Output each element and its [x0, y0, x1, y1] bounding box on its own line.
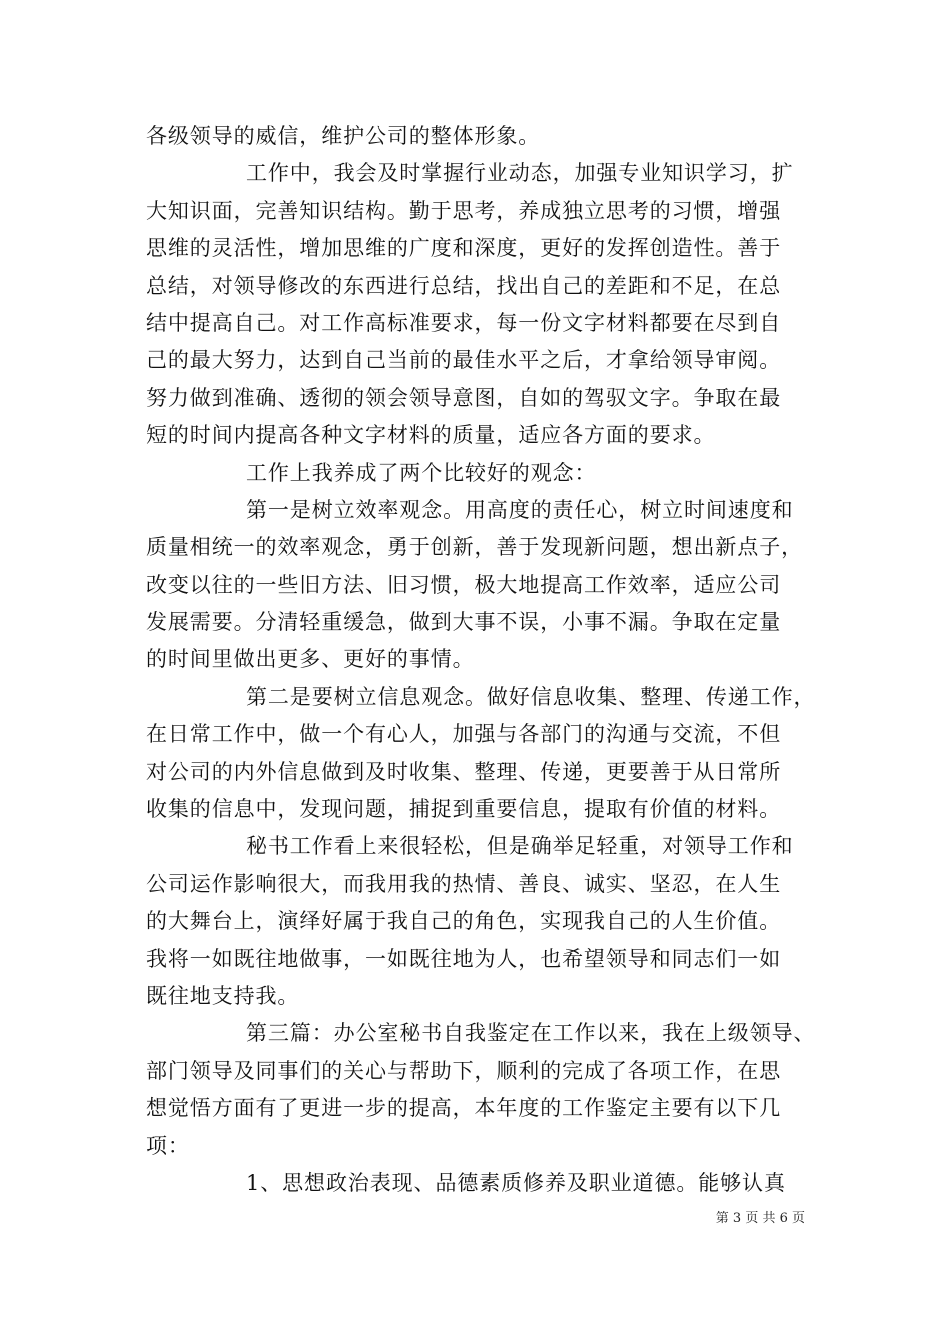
text-line: 部门领导及同事们的关心与帮助下，顺利的完成了各项工作，在思	[146, 1058, 782, 1083]
text-line: 的时间里做出更多、更好的事情。	[146, 647, 475, 672]
text-line: 在日常工作中，做一个有心人，加强与各部门的沟通与交流，不但	[146, 722, 782, 747]
text-line: 结中提高自己。对工作高标准要求，每一份文字材料都要在尽到自	[146, 310, 782, 335]
text-line: 既往地支持我。	[146, 983, 300, 1008]
text-line: 1、思想政治表现、品德素质修养及职业道德。能够认真	[246, 1170, 786, 1195]
text-line: 公司运作影响很大，而我用我的热情、善良、诚实、坚忍，在人生	[146, 871, 782, 896]
text-line: 发展需要。分清轻重缓急，做到大事不误，小事不漏。争取在定量	[146, 610, 782, 635]
text-line: 对公司的内外信息做到及时收集、整理、传递，更要善于从日常所	[146, 759, 782, 784]
text-line: 质量相统一的效率观念，勇于创新，善于发现新问题，想出新点子，	[146, 535, 803, 560]
document-body	[146, 118, 816, 1202]
text-line: 工作上我养成了两个比较好的观念：	[246, 460, 597, 485]
text-line: 第三篇：办公室秘书自我鉴定在工作以来，我在上级领导、	[246, 1021, 816, 1046]
text-line: 我将一如既往地做事，一如既往地为人，也希望领导和同志们一如	[146, 946, 782, 971]
text-line: 工作中，我会及时掌握行业动态，加强专业知识学习，扩	[246, 161, 794, 186]
text-line: 的大舞台上，演绎好属于我自己的角色，实现我自己的人生价值。	[146, 909, 782, 934]
text-line: 总结，对领导修改的东西进行总结，找出自己的差距和不足，在总	[146, 273, 782, 298]
text-line: 短的时间内提高各种文字材料的质量，适应各方面的要求。	[146, 423, 716, 448]
text-line: 项：	[146, 1133, 190, 1158]
text-line: 大知识面，完善知识结构。勤于思考，养成独立思考的习惯，增强	[146, 198, 782, 223]
text-line: 第二是要树立信息观念。做好信息收集、整理、传递工作，	[246, 684, 816, 709]
text-line: 各级领导的威信，维护公司的整体形象。	[146, 124, 541, 148]
page-number: 第 3 页 共 6 页	[715, 1211, 805, 1226]
text-line: 想觉悟方面有了更进一步的提高，本年度的工作鉴定主要有以下几	[146, 1096, 782, 1121]
text-line: 己的最大努力，达到自己当前的最佳水平之后，才拿给领导审阅。	[146, 348, 782, 373]
text-line: 收集的信息中，发现问题，捕捉到重要信息，提取有价值的材料。	[146, 797, 782, 822]
text-line: 第一是树立效率观念。用高度的责任心，树立时间速度和	[246, 497, 794, 522]
text-line: 秘书工作看上来很轻松，但是确举足轻重，对领导工作和	[246, 834, 794, 859]
text-line: 改变以往的一些旧方法、旧习惯，极大地提高工作效率，适应公司	[146, 572, 782, 597]
text-line: 思维的灵活性，增加思维的广度和深度，更好的发挥创造性。善于	[146, 236, 782, 261]
text-line: 努力做到准确、透彻的领会领导意图，自如的驾驭文字。争取在最	[146, 385, 782, 410]
